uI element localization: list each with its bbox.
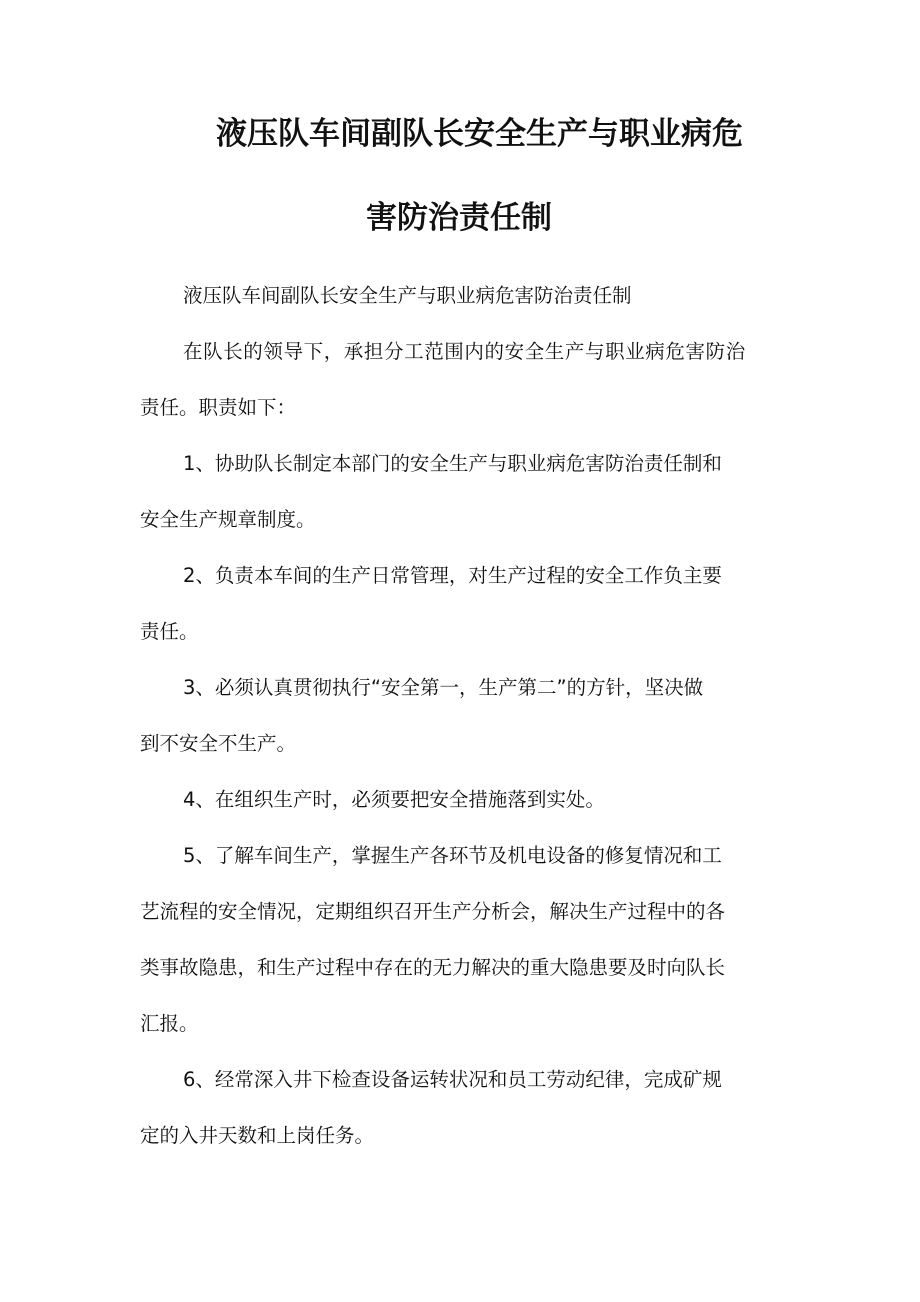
item-5-line-2: 艺流程的安全情况，定期组织召开生产分析会，解决生产过程中的各 xyxy=(140,900,726,923)
document-title-line-2: 害防治责任制 xyxy=(366,200,552,236)
paragraph-intro-line-1: 在队长的领导下，承担分工范围内的安全生产与职业病危害防治 xyxy=(183,340,746,363)
item-2-line-1: 2、负责本车间的生产日常管理，对生产过程的安全工作负主要 xyxy=(183,564,722,587)
item-5-line-3: 类事故隐患，和生产过程中存在的无力解决的重大隐患要及时向队长 xyxy=(140,956,726,979)
item-3-line-1: 3、必须认真贯彻执行“安全第一，生产第二”的方针，坚决做 xyxy=(183,676,704,699)
document-subtitle: 液压队车间副队长安全生产与职业病危害防治责任制 xyxy=(183,284,632,307)
item-1-line-2: 安全生产规章制度。 xyxy=(140,508,316,531)
item-6-line-2: 定的入井天数和上岗任务。 xyxy=(140,1124,375,1147)
item-6-line-1: 6、经常深入井下检查设备运转状况和员工劳动纪律，完成矿规 xyxy=(183,1068,722,1091)
item-5-line-4: 汇报。 xyxy=(140,1012,199,1035)
item-3-line-2: 到不安全不生产。 xyxy=(140,732,297,755)
item-1-line-1: 1、协助队长制定本部门的安全生产与职业病危害防治责任制和 xyxy=(183,452,722,475)
paragraph-intro-line-2: 责任。职责如下： xyxy=(140,396,297,419)
document-title-line-1: 液压队车间副队长安全生产与职业病危 xyxy=(216,116,743,152)
item-5-line-1: 5、了解车间生产，掌握生产各环节及机电设备的修复情况和工 xyxy=(183,844,722,867)
item-2-line-2: 责任。 xyxy=(140,620,199,643)
item-4-line-1: 4、在组织生产时，必须要把安全措施落到实处。 xyxy=(183,788,605,811)
